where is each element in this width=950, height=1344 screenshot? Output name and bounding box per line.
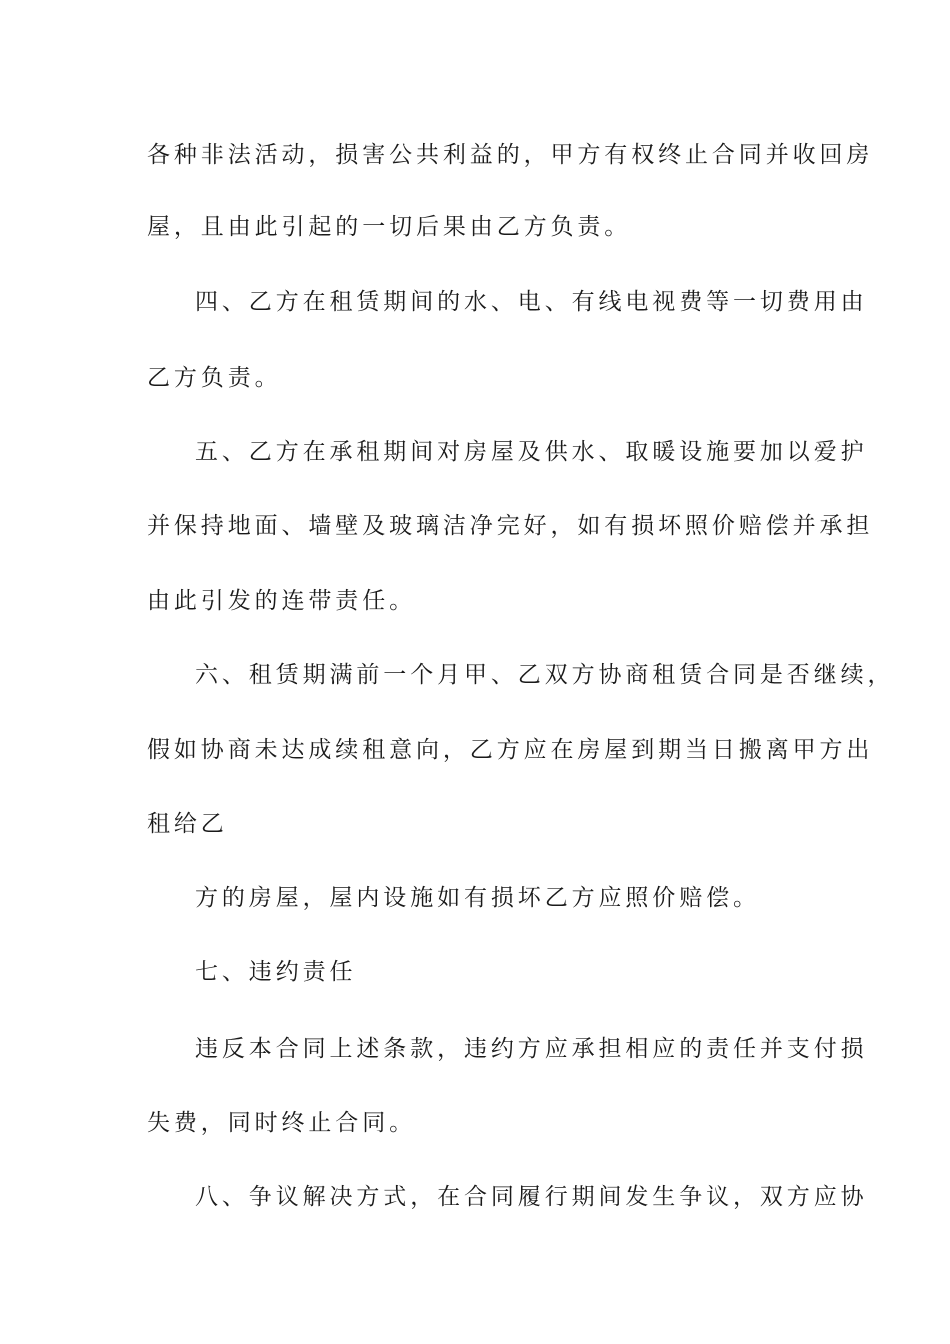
paragraph-start-line: 违反本合同上述条款，违约方应承担相应的责任并支付损 <box>195 1036 868 1062</box>
text-line: 租给乙 <box>147 811 228 837</box>
section-heading: 七、违约责任 <box>195 959 357 985</box>
paragraph-start-line: 方的房屋，屋内设施如有损坏乙方应照价赔偿。 <box>195 885 760 911</box>
text-line: 乙方负责。 <box>147 365 282 391</box>
paragraph-start-line: 四、乙方在租赁期间的水、电、有线电视费等一切费用由 <box>195 289 868 315</box>
paragraph-start-line: 五、乙方在承租期间对房屋及供水、取暖设施要加以爱护 <box>195 439 868 465</box>
text-line: 假如协商未达成续租意向，乙方应在房屋到期当日搬离甲方出 <box>147 737 874 763</box>
text-line: 各种非法活动，损害公共利益的，甲方有权终止合同并收回房 <box>147 142 874 168</box>
paragraph-start-line: 六、租赁期满前一个月甲、乙双方协商租赁合同是否继续， <box>195 662 895 688</box>
text-line: 屋，且由此引起的一切后果由乙方负责。 <box>147 214 632 240</box>
paragraph-start-line: 八、争议解决方式，在合同履行期间发生争议，双方应协 <box>195 1184 868 1210</box>
text-line: 由此引发的连带责任。 <box>147 588 416 614</box>
text-line: 失费，同时终止合同。 <box>147 1110 416 1136</box>
text-line: 并保持地面、墙壁及玻璃洁净完好，如有损坏照价赔偿并承担 <box>147 513 874 539</box>
